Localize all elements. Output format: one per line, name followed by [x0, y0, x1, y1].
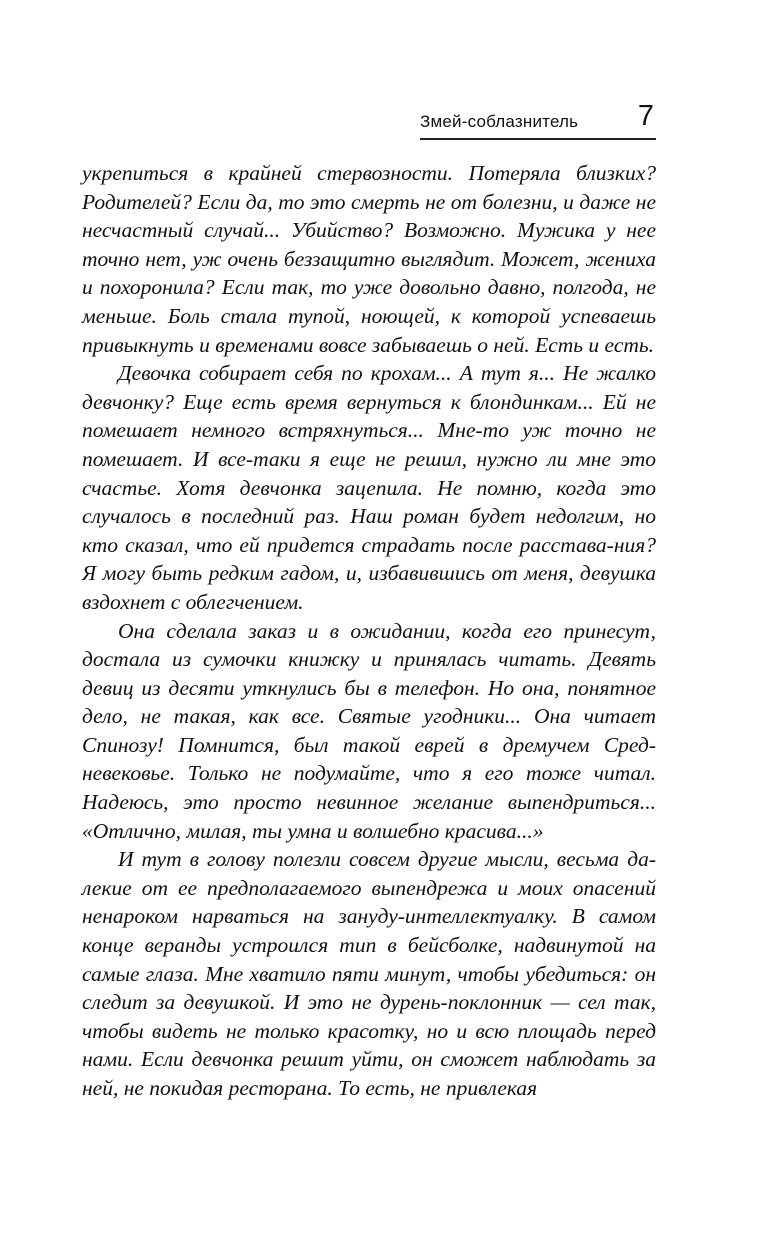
paragraph: И тут в голову полезли совсем другие мысли, весьма далекие от ее предполагаемого выпендрежа и моих опасений ненароком нарваться на зануду-интеллектуалку. В самом конце веранды устроился тип в бейсболке, надвинутой на самые глаза. Мне хватило пяти минут, чтобы убедиться: он следит за девушкой. И это не дурень-поклонник — сел так, чтобы видеть не только красотку, но и всю площадь перед нами. Если девчонка решит уйти, он сможет наблюдать за ней, не покидая ресторана. То есть, не привлекая — [82, 847, 656, 1100]
header-rule — [420, 138, 656, 140]
body-text — [82, 159, 656, 1103]
paragraph: Девочка собирает себя по крохам... А тут я... Не жалко девчонку? Еще есть время вернуться к блондинкам... Ей не помешает немного встряхнуться... Мне-то уж точно не помешает. И все-таки я еще не решил, нужно ли мне это счастье. Хотя девчонка зацепила. Не помню, когда это случалось в последний раз. Наш роман будет недолгим, но кто сказал, что ей придется страдать после расстава-ния? Я могу быть редким гадом, и, избавившись от меня, девушка вздохнет с облегчением. — [82, 361, 656, 614]
paragraph: укрепиться в крайней стервозности. Потеряла близких? Родителей? Если да, то это смерть не от болезни, и даже не несчастный случай... Убийство? Возможно. Мужика у нее точно нет, уж очень беззащитно выглядит. Может, жениха и похоронила? Если так, то уже довольно давно, полгода, не меньше. Боль стала тупой, ноющей, к которой успеваешь привыкнуть и временами вовсе забываешь о ней. Есть и есть. — [82, 161, 656, 357]
book-title: Змей-соблазнитель — [420, 112, 579, 131]
paragraph: Она сделала заказ и в ожидании, когда его принесут, достала из сумочки книжку и принялась читать. Девять девиц из десяти уткнулись бы в телефон. Но она, понятное дело, не такая, как все. Святые угодники... Она читает Спинозу! Помнится, был такой еврей в дремучем Средневековье. Только не подумайте, что я его тоже читал. Надеюсь, это просто невинное желание выпендриться... «Отлично, милая, ты умна и волшебно красива...» — [82, 618, 656, 843]
page-number: 7 — [637, 100, 654, 132]
running-head — [420, 100, 656, 136]
